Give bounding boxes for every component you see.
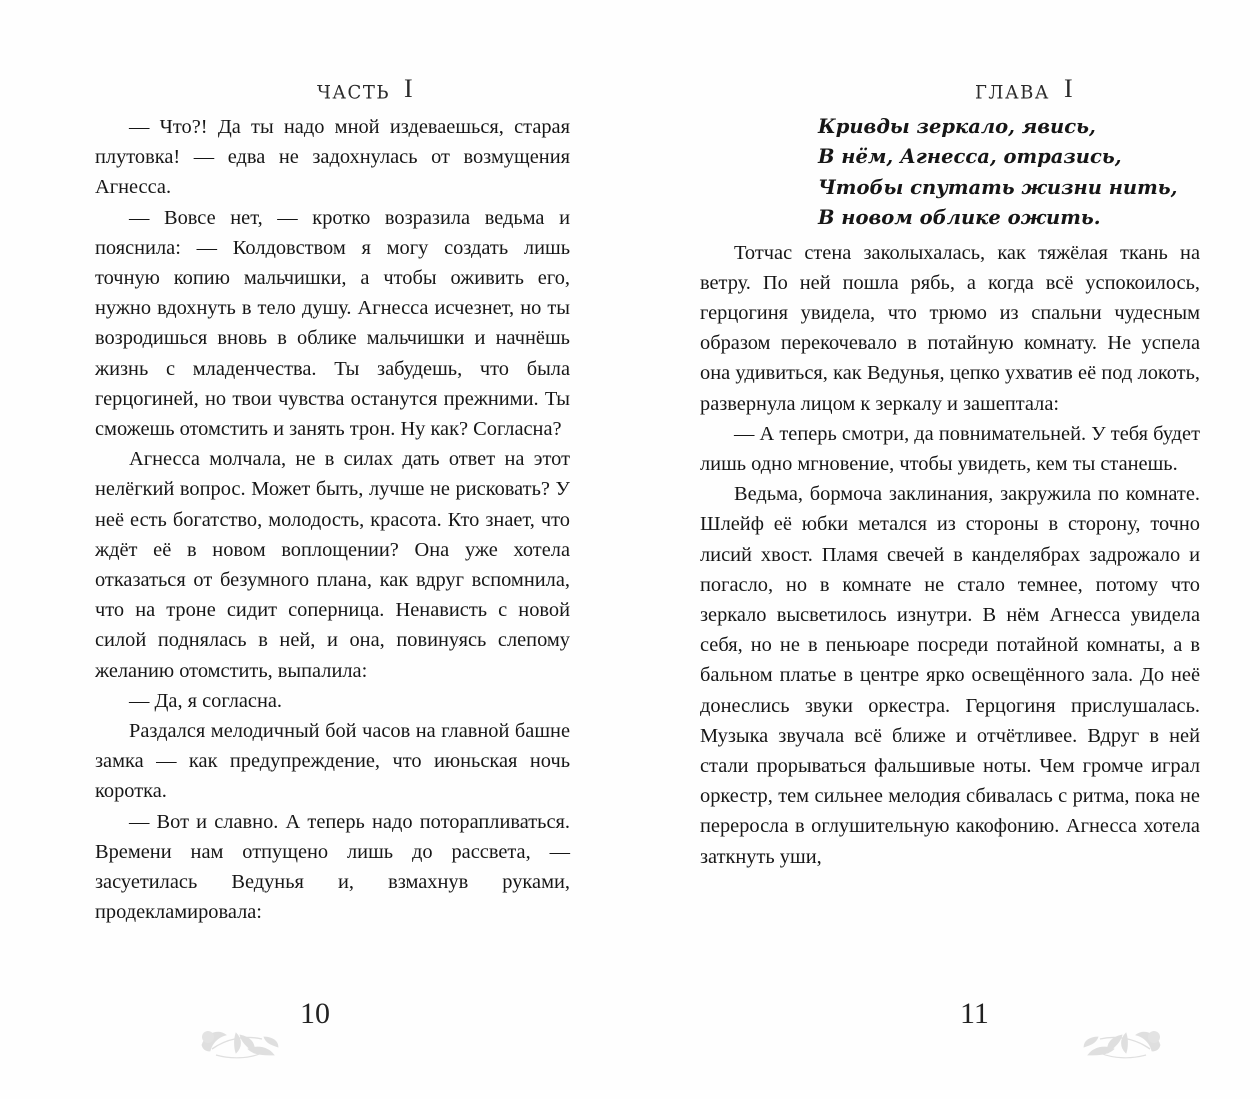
right-running-head-numeral: I [1063,74,1073,103]
floral-ornament-icon [1060,1015,1170,1067]
left-running-head [95,0,570,112]
paragraph: Ведьма, бормоча заклинания, закружила по комнате. Шлейф её юбки метался из стороны в сторону, точно лисий хвост. Пламя свечей в канделябрах задрожало и погасло, но в комнате не стало темнее, потому что зеркало высветилось изнутри. В нём Агнесса увидела себя, но не в пеньюаре посреди потайной комнаты, а в бальном платье в центре ярко освещённого зала. До неё донеслись звуки оркестра. Герцогиня прислушалась. Музыка звучала всё ближе и отчётливее. Вдруг в ней стали прорываться фальшивые ноты. Чем громче играл оркестр, тем сильнее мелодия сбивалась с ритма, пока не переросла в оглушительную какофонию. Агнесса хотела заткнуть уши, [700,483,1200,868]
right-page-number: 11 [960,997,989,1030]
verse-line: В нём, Агнесса, отразись, [818,145,1122,169]
paragraph: Агнесса молчала, не в силах дать ответ на этот нелёгкий вопрос. Может быть, лучше не рисковать? У неё есть богатство, молодость, красота. Кто знает, что ждёт её в новом воплощении? Она уже хотела отказаться от безумного плана, как вдруг вспомнила, что на троне сидит соперница. Ненависть с новой силой поднялась в ней, и она, повинуясь слепому желанию отомстить, выпалила: [95,448,570,682]
left-page-footer [0,989,630,1073]
floral-ornament-icon [192,1015,302,1067]
left-page-number: 10 [300,997,330,1030]
paragraph: Раздался мелодичный бой часов на главной башне замка — как предупреждение, что июньская ночь коротка. [95,720,570,803]
right-running-head-label: глава [975,74,1050,105]
right-page-footer [630,989,1260,1073]
left-running-head-numeral: I [403,74,413,103]
right-page [630,0,1260,1099]
paragraph: — Что?! Да ты надо мной издеваешься, старая плутовка! — едва не задохнулась от возмущения Агнесса. [95,116,570,199]
paragraph: — А теперь смотри, да повнимательней. У тебя будет лишь одно мгновение, чтобы увидеть, кем ты станешь. [700,422,1200,476]
left-running-head-label: часть [317,74,390,105]
verse-line: Кривды зеркало, явись, [818,115,1096,138]
verse-line: Чтобы спутать жизни нить, [818,175,1178,199]
paragraph: — Да, я согласна. [129,689,283,712]
paragraph: Тотчас стена заколыхалась, как тяжёлая ткань на ветру. По ней пошла рябь, а когда всё успокоилось, герцогиня увидела, что трюмо из спальни чудесным образом перекочевало в потайную комнату. Не успела она удивиться, как Ведунья, цепко ухватив её под локоть, развернула лицом к зеркалу и зашептала: [700,241,1200,415]
right-page-textblock [700,238,1200,872]
epigraph-verse [700,112,1200,234]
verse-line: В новом облике ожить. [818,206,1101,230]
right-running-head [700,0,1200,112]
paragraph: — Вовсе нет, — кротко возразила ведьма и пояснила: — Колдовством я могу создать лишь точную копию мальчишки, а чтобы оживить его, нужно вдохнуть в тело душу. Агнесса исчезнет, но ты возродишься вновь в облике мальчишки и начнёшь жизнь с младенчества. Ты забудешь, что была герцогиней, но твои чувства останутся прежними. Ты сможешь отомстить и занять трон. Ну как? Согласна? [95,206,570,441]
left-page-textblock [95,112,570,927]
paragraph: — Вот и славно. А теперь надо поторапливаться. Времени нам отпущено лишь до рассвета, — засуетилась Ведунья и, взмахнув руками, продекламировала: [95,810,570,924]
